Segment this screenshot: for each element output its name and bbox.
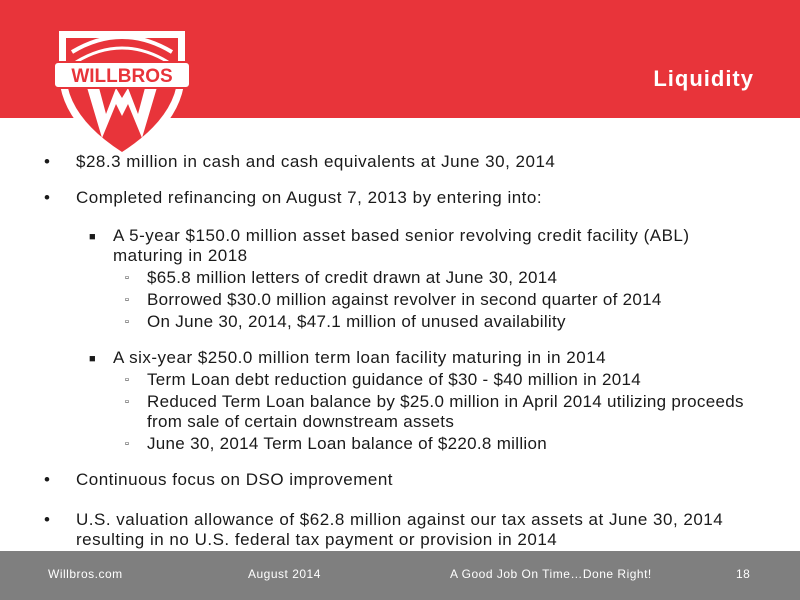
bullet-marker: • [44,188,51,207]
bullet-refinancing [44,188,756,208]
bullet-marker: ▫ [125,272,130,284]
sub-bullet-borrowed [125,290,757,310]
bullet-text: Continuous focus on DSO improvement [76,470,394,489]
slide-title: Liquidity [653,66,754,91]
page-number: 18 [736,567,751,581]
bullet-marker: ▫ [125,294,130,306]
bullet-marker: ■ [89,353,97,365]
bullet-marker: • [44,510,51,529]
bullet-text: June 30, 2014 Term Loan balance of $220.8 million [147,434,547,453]
footer-tagline: A Good Job On Time…Done Right! [450,567,652,581]
bullet-text: A 5-year $150.0 million asset based senior revolving credit facility (ABL) maturing in 2018 [113,226,690,265]
sub-bullet-reduced-balance [125,392,757,432]
bullet-text: Borrowed $30.0 million against revolver in second quarter of 2014 [147,290,662,309]
bullet-marker: ▫ [125,438,130,450]
footer-website: Willbros.com [48,567,123,581]
bullet-text: $28.3 million in cash and cash equivalents at June 30, 2014 [76,152,556,171]
logo-text: WILLBROS [71,66,173,87]
bullet-abl-facility [89,226,753,266]
footer-bar [0,551,800,600]
sub-bullet-debt-reduction [125,370,757,390]
bullet-marker: ■ [89,231,97,243]
bullet-text: $65.8 million letters of credit drawn at June 30, 2014 [147,268,558,287]
bullet-text: On June 30, 2014, $47.1 million of unused availability [147,312,566,331]
bullet-text: A six-year $250.0 million term loan facility maturing in in 2014 [113,348,607,367]
bullet-text: Reduced Term Loan balance by $25.0 million in April 2014 utilizing proceeds from sale of certain downstream assets [147,392,744,431]
bullet-valuation-allowance [44,510,756,550]
bullet-marker: • [44,470,51,489]
bullet-text: U.S. valuation allowance of $62.8 million against our tax assets at June 30, 2014 resulting in no U.S. federal tax payment or provision in 2014 [76,510,724,549]
bullet-text: Completed refinancing on August 7, 2013 by entering into: [76,188,543,207]
bullet-marker: ▫ [125,396,130,408]
bullet-marker: • [44,152,51,171]
bullet-cash [44,152,756,172]
bullet-marker: ▫ [125,374,130,386]
footer-date: August 2014 [248,567,321,581]
bullet-term-loan [89,348,753,368]
sub-bullet-unused-availability [125,312,757,332]
bullet-text: Term Loan debt reduction guidance of $30 - $40 million in 2014 [147,370,641,389]
bullet-marker: ▫ [125,316,130,328]
bullet-dso [44,470,756,490]
sub-bullet-loan-balance [125,434,757,454]
willbros-logo [42,12,202,172]
sub-bullet-letters-of-credit [125,268,757,288]
